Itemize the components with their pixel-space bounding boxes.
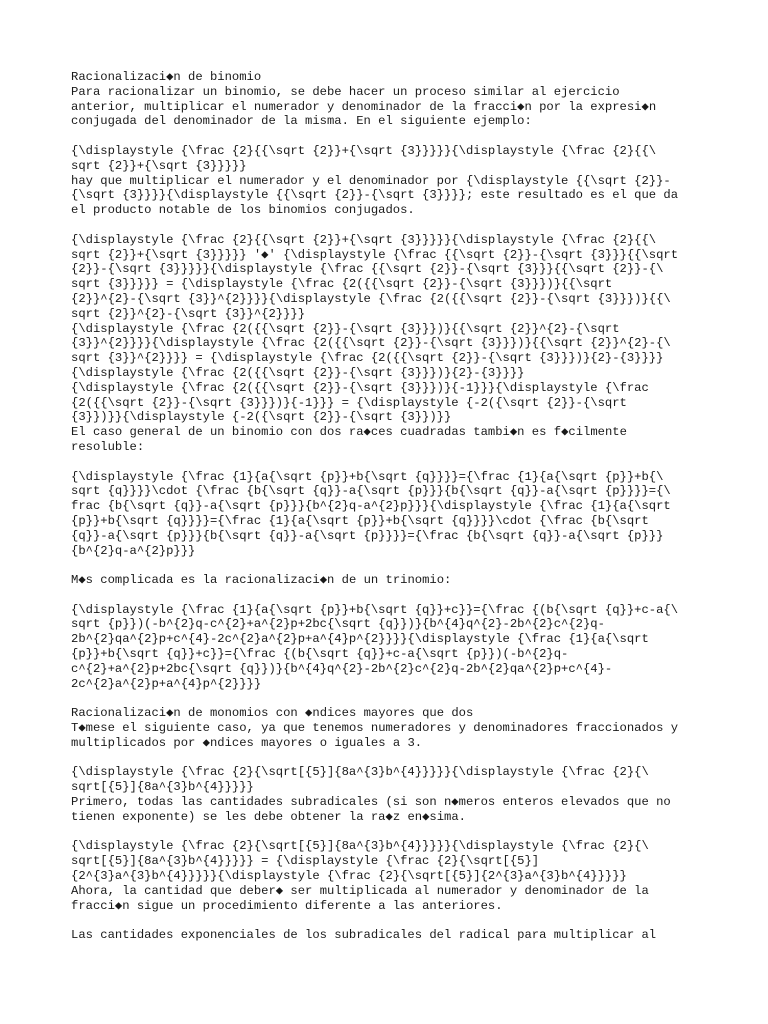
- text-line: tienen exponente) se les debe obtener la ra◆z en◆sima.: [71, 809, 466, 824]
- text-line: 2c^{2}a^{2}p+a^{4}p^{2}}}}: [71, 676, 262, 691]
- text-line: c^{2}+a^{2}p+2bc{\sqrt {q}})}{b^{4}q^{2}-2b^{2}c^{2}q-2b^{2}qa^{2}p+c^{4}-: [71, 661, 613, 676]
- text-line: sqrt {p}})(-b^{2}q-c^{2}+a^{2}p+2bc{\sqrt {q}})}{b^{4}q^{2}-2b^{2}c^{2}q-: [71, 617, 605, 632]
- text-line: {2({{\sqrt {2}}-{\sqrt {3}}})}{-1}}} = {\displaystyle {-2({\sqrt {2}}-{\sqrt: [71, 395, 627, 410]
- text-line: El caso general de un binomio con dos ra◆ces cuadradas tambi◆n es f◆cilmente: [71, 425, 627, 440]
- paragraph-gap: [71, 218, 711, 233]
- text-line: {p}}+b{\sqrt {q}}+c}}={\frac {(b{\sqrt {q}}+c-a{\sqrt {p}})(-b^{2}q-: [71, 647, 569, 662]
- text-line: {\displaystyle {\frac {2({{\sqrt {2}}-{\sqrt {3}}})}{{\sqrt {2}}^{2}-{\sqrt: [71, 321, 620, 336]
- text-line: {\displaystyle {\frac {2}{{\sqrt {2}}+{\sqrt {3}}}}}{\displaystyle {\frac {2}{{\: [71, 232, 657, 247]
- text-line: {2}}-{\sqrt {3}}}}}{\displaystyle {\frac {{\sqrt {2}}-{\sqrt {3}}}{{\sqrt {2}}-{\: [71, 262, 664, 277]
- text-line: {\displaystyle {\frac {1}{a{\sqrt {p}}+b{\sqrt {q}}+c}}={\frac {(b{\sqrt {q}}+c-a{\: [71, 602, 679, 617]
- paragraph: [71, 706, 711, 750]
- text-line: M◆s complicada es la racionalizaci◆n de un trinomio:: [71, 573, 452, 588]
- text-line: {\displaystyle {\frac {2({{\sqrt {2}}-{\sqrt {3}}})}{-1}}}{\displaystyle {\frac: [71, 380, 649, 395]
- text-line: sqrt {2}}^{2}-{\sqrt {3}}^{2}}}}: [71, 306, 306, 321]
- text-line: fracci◆n sigue un procedimiento diferente a las anteriores.: [71, 898, 503, 913]
- text-line: {\displaystyle {\frac {2({{\sqrt {2}}-{\sqrt {3}}})}{2}-{3}}}}: [71, 365, 525, 380]
- text-line: {\displaystyle {\frac {2}{{\sqrt {2}}+{\sqrt {3}}}}}{\displaystyle {\frac {2}{{\: [71, 143, 657, 158]
- text-line: hay que multiplicar el numerador y el denominador por {\displaystyle {{\sqrt {2}}-: [71, 173, 671, 188]
- paragraph-gap: [71, 588, 711, 603]
- paragraph: [71, 70, 711, 129]
- text-line: {3}}^{2}}}}{\displaystyle {\frac {2({{\sqrt {2}}-{\sqrt {3}}})}{{\sqrt {2}}^{2}-{\: [71, 336, 671, 351]
- text-line: {q}}-a{\sqrt {p}}}{b{\sqrt {q}}-a{\sqrt {p}}}}={\frac {b{\sqrt {q}}-a{\sqrt {p}}}: [71, 528, 664, 543]
- document-body: [71, 70, 711, 943]
- text-line: multiplicados por ◆ndices mayores o iguales a 3.: [71, 735, 423, 750]
- text-line: Ahora, la cantidad que deber◆ ser multiplicada al numerador y denominador de la: [71, 883, 649, 898]
- paragraph-gap: [71, 913, 711, 928]
- paragraph: [71, 839, 711, 913]
- text-line: sqrt {3}}}}} = {\displaystyle {\frac {2({{\sqrt {2}}-{\sqrt {3}}})}{{\sqrt: [71, 277, 613, 292]
- text-line: {p}}+b{\sqrt {q}}}}={\frac {1}{a{\sqrt {p}}+b{\sqrt {q}}}}\cdot {\frac {b{\sqrt: [71, 513, 649, 528]
- text-line: {2}}^{2}-{\sqrt {3}}^{2}}}}{\displaystyle {\frac {2({{\sqrt {2}}-{\sqrt {3}}})}{{\: [71, 291, 671, 306]
- text-line: anterior, multiplicar el numerador y denominador de la fracci◆n por la expresi◆n: [71, 99, 657, 114]
- paragraph: [71, 470, 711, 559]
- text-line: conjugada del denominador de la misma. En el siguiente ejemplo:: [71, 114, 532, 129]
- text-line: sqrt[{5}]{8a^{3}b^{4}}}}} = {\displaystyle {\frac {2}{\sqrt[{5}]: [71, 854, 540, 869]
- text-line: sqrt[{5}]{8a^{3}b^{4}}}}}: [71, 780, 254, 795]
- text-line: {\displaystyle {\frac {2}{\sqrt[{5}]{8a^{3}b^{4}}}}}{\displaystyle {\frac {2}{\: [71, 765, 649, 780]
- paragraph-gap: [71, 455, 711, 470]
- text-line: Primero, todas las cantidades subradicales (si son n◆meros enteros elevados que no: [71, 795, 671, 810]
- paragraph: [71, 144, 711, 218]
- text-line: Las cantidades exponenciales de los subradicales del radical para multiplicar al: [71, 928, 657, 943]
- paragraph-gap: [71, 825, 711, 840]
- paragraph: [71, 603, 711, 692]
- text-line: T◆mese el siguiente caso, ya que tenemos numeradores y denominadores fraccionados y: [71, 721, 679, 736]
- text-line: {3}})}}{\displaystyle {-2({\sqrt {2}}-{\sqrt {3}})}}: [71, 410, 452, 425]
- paragraph: [71, 928, 711, 943]
- text-line: frac {b{\sqrt {q}}-a{\sqrt {p}}}{b^{2}q-a^{2}p}}}{\displaystyle {\frac {1}{a{\sqrt: [71, 499, 671, 514]
- text-line: Para racionalizar un binomio, se debe hacer un proceso similar al ejercicio: [71, 84, 620, 99]
- text-line: resoluble:: [71, 439, 145, 454]
- section-heading: Racionalizaci◆n de binomio: [71, 70, 262, 84]
- section-heading: Racionalizaci◆n de monomios con ◆ndices mayores que dos: [71, 706, 474, 721]
- paragraph-gap: [71, 691, 711, 706]
- paragraph-gap: [71, 558, 711, 573]
- paragraph-gap: [71, 129, 711, 144]
- paragraph: [71, 765, 711, 824]
- text-line: {\displaystyle {\frac {1}{a{\sqrt {p}}+b{\sqrt {q}}}}={\frac {1}{a{\sqrt {p}}+b{\: [71, 469, 664, 484]
- text-line: {\displaystyle {\frac {2}{\sqrt[{5}]{8a^{3}b^{4}}}}}{\displaystyle {\frac {2}{\: [71, 839, 649, 854]
- paragraph: [71, 233, 711, 455]
- text-line: sqrt {q}}}}\cdot {\frac {b{\sqrt {q}}-a{\sqrt {p}}}{b{\sqrt {q}}-a{\sqrt {p}}}}={\: [71, 484, 671, 499]
- text-line: {2^{3}a^{3}b^{4}}}}}{\displaystyle {\frac {2}{\sqrt[{5}]{2^{3}a^{3}b^{4}}}}}: [71, 869, 627, 884]
- text-line: sqrt {3}}^{2}}}} = {\displaystyle {\frac {2({{\sqrt {2}}-{\sqrt {3}}})}{2}-{3}}}}: [71, 351, 664, 366]
- text-line: sqrt {2}}+{\sqrt {3}}}}}: [71, 158, 247, 173]
- text-line: {\sqrt {3}}}}{\displaystyle {{\sqrt {2}}-{\sqrt {3}}}}; este resultado es el que da: [71, 188, 679, 203]
- text-line: {b^{2}q-a^{2}p}}}: [71, 543, 196, 558]
- text-line: 2b^{2}qa^{2}p+c^{4}-2c^{2}a^{2}p+a^{4}p^{2}}}}{\displaystyle {\frac {1}{a{\sqrt: [71, 632, 649, 647]
- text-line: sqrt {2}}+{\sqrt {3}}}}} '◆' {\displaystyle {\frac {{\sqrt {2}}-{\sqrt {3}}}{{\sqrt: [71, 247, 679, 262]
- paragraph: [71, 573, 711, 588]
- paragraph-gap: [71, 751, 711, 766]
- text-line: el producto notable de los binomios conjugados.: [71, 203, 415, 218]
